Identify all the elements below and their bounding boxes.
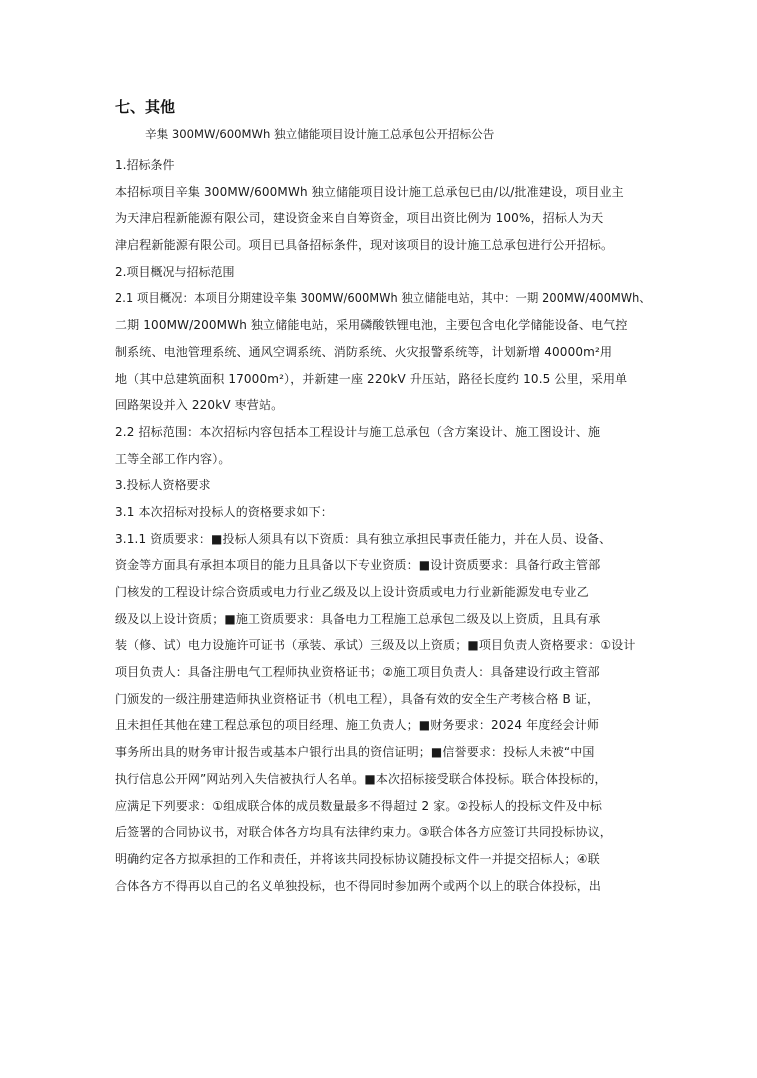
paragraph-line: 门核发的工程设计综合资质或电力行业乙级及以上设计资质或电力行业新能源发电专业乙: [115, 585, 589, 599]
subsection-heading: 2.项目概况与招标范围: [115, 264, 235, 279]
paragraph-line: 合体各方不得再以自己的名义单独投标，也不得同时参加两个或两个以上的联合体投标，出: [115, 878, 602, 893]
paragraph-line: 执行信息公开网”网站列入失信被执行人名单。■本次招标接受联合体投标。联合体投标的，: [115, 771, 607, 786]
paragraph-line: 本招标项目辛集 300MW/600MWh 独立储能项目设计施工总承包已由/以/批准建设，项目业主: [115, 184, 624, 199]
paragraph-line: 装（修、试）电力设施许可证书（承装、承试）三级及以上资质；■项目负责人资格要求：①设计: [115, 638, 636, 653]
paragraph-line: 工等全部工作内容）。: [115, 451, 231, 466]
paragraph-line: 应满足下列要求：①组成联合体的成员数量最多不得超过 2 家。②投标人的投标文件及中标: [115, 798, 603, 813]
paragraph-line: 为天津启程新能源有限公司，建设资金来自自筹资金，项目出资比例为 100%，招标人为天: [115, 211, 604, 226]
paragraph-line: 3.1 本次招标对投标人的资格要求如下：: [115, 504, 333, 519]
paragraph-line: 事务所出具的财务审计报告或基本户银行出具的资信证明；■信誉要求：投标人未被“中国: [115, 745, 595, 760]
paragraph-line: 级及以上设计资质；■施工资质要求：具备电力工程施工总承包二级及以上资质，且具有承: [115, 611, 601, 626]
paragraph-line: 2.2 招标范围：本次招标内容包括本工程设计与施工总承包（含方案设计、施工图设计、施: [115, 424, 601, 439]
paragraph-line: 地（其中总建筑面积 17000m²），并新建一座 220kV 升压站，路径长度约 10.5 公里，采用单: [115, 371, 628, 386]
paragraph-line: 回路架设并入 220kV 枣营站。: [115, 398, 284, 413]
section-heading: 七、其他: [115, 98, 176, 116]
paragraph-line: 后签署的合同协议书，对联合体各方均具有法律约束力。③联合体各方应签订共同投标协议，: [115, 825, 612, 840]
subsection-heading: 1.招标条件: [115, 158, 175, 172]
paragraph-line: 门颁发的一级注册建造师执业资格证书（机电工程），具备有效的安全生产考核合格 B 证，: [115, 691, 600, 706]
paragraph-line: 制系统、电池管理系统、通风空调系统、消防系统、火灾报警系统等，计划新增 40000m²用: [115, 344, 613, 359]
notice-title: 辛集 300MW/600MWh 独立储能项目设计施工总承包公开招标公告: [145, 127, 495, 141]
paragraph-line: 资金等方面具有承担本项目的能力且具备以下专业资质：■设计资质要求：具备行政主管部: [115, 558, 601, 573]
subsection-heading: 3.投标人资格要求: [115, 478, 211, 493]
paragraph-line: 2.1 项目概况：本项目分期建设辛集 300MW/600MWh 独立储能电站，其中：一期 200MW/400MWh、: [115, 291, 651, 306]
paragraph-line: 3.1.1 资质要求：■投标人须具有以下资质：具有独立承担民事责任能力，并在人员、设备、: [115, 531, 612, 546]
paragraph-line: 津启程新能源有限公司。项目已具备招标条件，现对该项目的设计施工总承包进行公开招标。: [115, 238, 614, 253]
body-text: [115, 152, 651, 899]
paragraph-line: 项目负责人：具备注册电气工程师执业资格证书；②施工项目负责人：具备建设行政主管部: [115, 665, 600, 680]
paragraph-line: 且未担任其他在建工程总承包的项目经理、施工负责人；■财务要求：2024 年度经会计师: [115, 718, 599, 733]
paragraph-line: 二期 100MW/200MWh 独立储能电站，采用磷酸铁锂电池，主要包含电化学储能设备、电气控: [115, 318, 628, 333]
paragraph-line: 明确约定各方拟承担的工作和责任，并将该共同投标协议随投标文件一并提交招标人；④联: [115, 851, 600, 866]
